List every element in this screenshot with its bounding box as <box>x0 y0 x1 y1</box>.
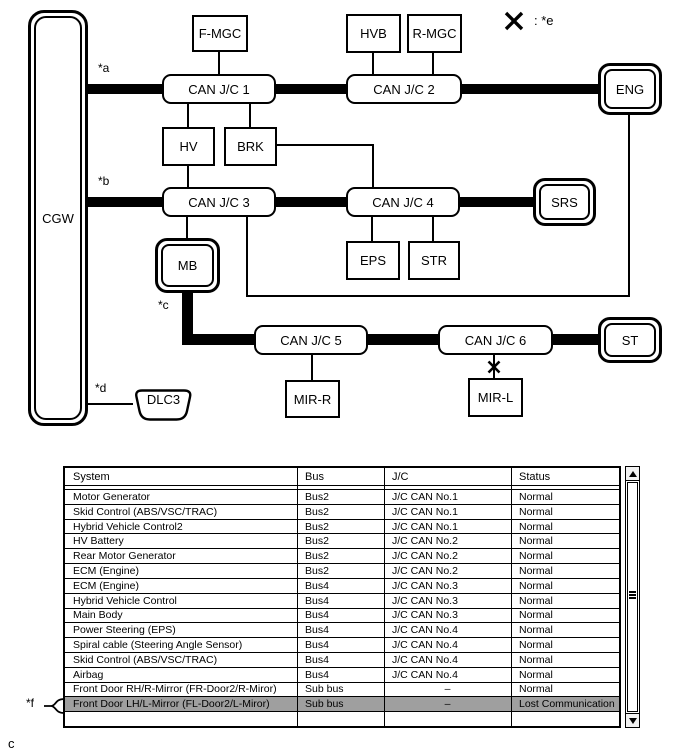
node-cgw <box>28 10 88 426</box>
signal-line <box>277 144 374 146</box>
x-mark-icon <box>486 359 502 375</box>
bus-line <box>86 197 164 207</box>
node-st <box>598 317 662 363</box>
table-cell: Power Steering (EPS) <box>73 624 176 637</box>
table-cell: Bus2 <box>305 505 329 518</box>
signal-line <box>371 217 373 242</box>
table-cell: J/C CAN No.1 <box>392 490 458 503</box>
node-srs <box>533 178 596 226</box>
scrollbar-thumb[interactable] <box>627 482 638 712</box>
table-cell: Normal <box>519 668 553 681</box>
table-cell: Skid Control (ABS/VSC/TRAC) <box>73 653 218 666</box>
node-mir-l: MIR-L <box>468 378 523 417</box>
table-header-row <box>65 468 619 486</box>
marker-b: *b <box>98 174 110 188</box>
table-cell: ECM (Engine) <box>73 564 139 577</box>
marker-f: *f <box>26 696 35 710</box>
table-cell: Bus2 <box>305 564 329 577</box>
node-can-jc-5: CAN J/C 5 <box>254 325 368 355</box>
table-cell: J/C CAN No.3 <box>392 609 458 622</box>
bus-line <box>86 84 164 94</box>
table-cell: Bus4 <box>305 668 329 681</box>
table-cell: Front Door RH/R-Mirror (FR-Door2/R-Miror) <box>73 683 277 696</box>
table-row[interactable] <box>65 653 619 668</box>
header-bus: Bus <box>305 470 324 483</box>
signal-line <box>372 144 374 188</box>
node-mir-r: MIR-R <box>285 380 340 418</box>
table-cell: Normal <box>519 520 553 533</box>
header-status: Status <box>519 470 551 483</box>
table-cell: J/C CAN No.4 <box>392 668 458 681</box>
bus-line <box>182 334 256 345</box>
table-cell: Hybrid Vehicle Control <box>73 594 177 607</box>
table-cell: Spiral cable (Steering Angle Sensor) <box>73 639 243 652</box>
marker-d: *d <box>95 381 107 395</box>
table-cell: Normal <box>519 624 553 637</box>
table-cell: J/C CAN No.3 <box>392 594 458 607</box>
up-arrow-icon <box>629 471 637 477</box>
table-cell: Normal <box>519 564 553 577</box>
table-cell: Hybrid Vehicle Control2 <box>73 520 183 533</box>
table-cell: Normal <box>519 609 553 622</box>
table-cell: Sub bus <box>305 698 344 711</box>
table-cell: J/C CAN No.1 <box>392 520 458 533</box>
table-cell: Bus2 <box>305 535 329 548</box>
header-jc: J/C <box>392 470 409 483</box>
table-cell: Bus2 <box>305 550 329 563</box>
signal-line <box>432 53 434 76</box>
signal-line <box>186 217 188 239</box>
table-cell: Bus4 <box>305 624 329 637</box>
table-cell: HV Battery <box>73 535 124 548</box>
signal-line <box>187 166 189 188</box>
table-row[interactable] <box>65 579 619 594</box>
node-str: STR <box>408 241 460 280</box>
marker-a: *a <box>98 61 110 75</box>
table-cell: Bus2 <box>305 520 329 533</box>
table-cell: Motor Generator <box>73 490 151 503</box>
signal-line <box>86 403 133 405</box>
table-cell: Bus4 <box>305 653 329 666</box>
table-cell: Bus4 <box>305 609 329 622</box>
bus-line <box>460 84 600 94</box>
table-cell: Normal <box>519 490 553 503</box>
node-label: ENG <box>615 81 645 97</box>
table-row[interactable] <box>65 683 619 698</box>
scroll-down-button[interactable] <box>626 713 639 727</box>
table-cell: Lost Communication <box>519 698 615 711</box>
table-cell: Normal <box>519 550 553 563</box>
column-divider <box>511 468 512 726</box>
down-arrow-icon <box>629 718 637 724</box>
table-row[interactable] <box>65 623 619 638</box>
signal-line <box>249 104 251 128</box>
node-label: MB <box>177 258 198 273</box>
fork-pointer-icon <box>44 697 66 715</box>
table-row[interactable] <box>65 564 619 579</box>
node-r-mgc: R-MGC <box>407 14 462 53</box>
signal-line <box>372 53 374 76</box>
legend-label: : *e <box>534 13 554 28</box>
node-can-jc-3: CAN J/C 3 <box>162 187 276 217</box>
table-cell: – <box>444 683 451 696</box>
table-scrollbar[interactable] <box>625 466 640 728</box>
table-cell: – <box>444 698 451 711</box>
marker-c: *c <box>158 298 169 312</box>
table-row[interactable] <box>65 549 619 564</box>
table-cell: J/C CAN No.4 <box>392 653 458 666</box>
table-cell: J/C CAN No.2 <box>392 550 458 563</box>
table-cell: Airbag <box>73 668 104 681</box>
table-cell: Bus4 <box>305 594 329 607</box>
signal-line <box>628 113 630 297</box>
table-row[interactable] <box>65 609 619 624</box>
table-cell: Normal <box>519 683 553 696</box>
table-cell: J/C CAN No.2 <box>392 564 458 577</box>
node-dlc3 <box>133 389 194 421</box>
node-can-jc-6: CAN J/C 6 <box>438 325 553 355</box>
signal-line <box>311 355 313 381</box>
table-cell: Bus4 <box>305 639 329 652</box>
table-cell: Normal <box>519 639 553 652</box>
signal-line <box>246 217 248 297</box>
table-cell: Normal <box>519 505 553 518</box>
table-cell: J/C CAN No.4 <box>392 639 458 652</box>
node-can-jc-1: CAN J/C 1 <box>162 74 276 104</box>
node-eng <box>598 63 662 115</box>
node-f-mgc: F-MGC <box>192 15 248 52</box>
table-cell: Bus2 <box>305 490 329 503</box>
scroll-up-button[interactable] <box>626 467 639 481</box>
system-status-table <box>63 466 621 728</box>
table-row[interactable] <box>65 594 619 609</box>
table-cell: Normal <box>519 594 553 607</box>
table-cell: Skid Control (ABS/VSC/TRAC) <box>73 505 218 518</box>
header-system: System <box>73 470 110 483</box>
thumb-grip-icon <box>629 594 636 596</box>
node-hvb: HVB <box>346 14 401 53</box>
bus-line <box>551 334 600 345</box>
table-cell: Normal <box>519 653 553 666</box>
node-eps: EPS <box>346 241 400 280</box>
table-cell: Bus4 <box>305 579 329 592</box>
signal-line <box>187 104 189 128</box>
node-label: DLC3 <box>146 392 181 407</box>
table-row[interactable] <box>65 638 619 653</box>
node-can-jc-2: CAN J/C 2 <box>346 74 462 104</box>
x-mark-icon <box>503 10 525 32</box>
column-divider <box>297 468 298 726</box>
node-label: CGW <box>42 210 74 226</box>
node-label: SRS <box>551 194 578 210</box>
bus-line <box>274 84 348 94</box>
figure-label: c <box>8 736 15 751</box>
table-cell: Main Body <box>73 609 123 622</box>
bus-line <box>458 197 535 207</box>
table-cell: J/C CAN No.3 <box>392 579 458 592</box>
signal-line <box>246 295 630 297</box>
bus-line <box>366 334 440 345</box>
node-hv: HV <box>162 127 215 166</box>
table-row[interactable] <box>65 712 619 726</box>
node-brk: BRK <box>224 127 277 166</box>
table-row[interactable] <box>65 668 619 683</box>
bus-line <box>274 197 348 207</box>
table-cell: Sub bus <box>305 683 344 696</box>
node-label: ST <box>621 332 639 348</box>
table-cell: ECM (Engine) <box>73 579 139 592</box>
table-row[interactable] <box>65 490 619 505</box>
table-cell: J/C CAN No.4 <box>392 624 458 637</box>
signal-line <box>218 52 220 76</box>
table-row[interactable] <box>65 505 619 520</box>
table-cell: J/C CAN No.2 <box>392 535 458 548</box>
table-cell: Rear Motor Generator <box>73 550 176 563</box>
table-row[interactable] <box>65 534 619 549</box>
table-cell: Normal <box>519 579 553 592</box>
signal-line <box>432 217 434 242</box>
table-cell: J/C CAN No.1 <box>392 505 458 518</box>
table-body <box>65 489 619 726</box>
table-cell: Normal <box>519 535 553 548</box>
table-row[interactable] <box>65 697 619 712</box>
table-cell: Front Door LH/L-Mirror (FL-Door2/L-Miror) <box>73 698 270 711</box>
node-can-jc-4: CAN J/C 4 <box>346 187 460 217</box>
node-mb <box>155 238 220 293</box>
column-divider <box>384 468 385 726</box>
table-row[interactable] <box>65 520 619 535</box>
